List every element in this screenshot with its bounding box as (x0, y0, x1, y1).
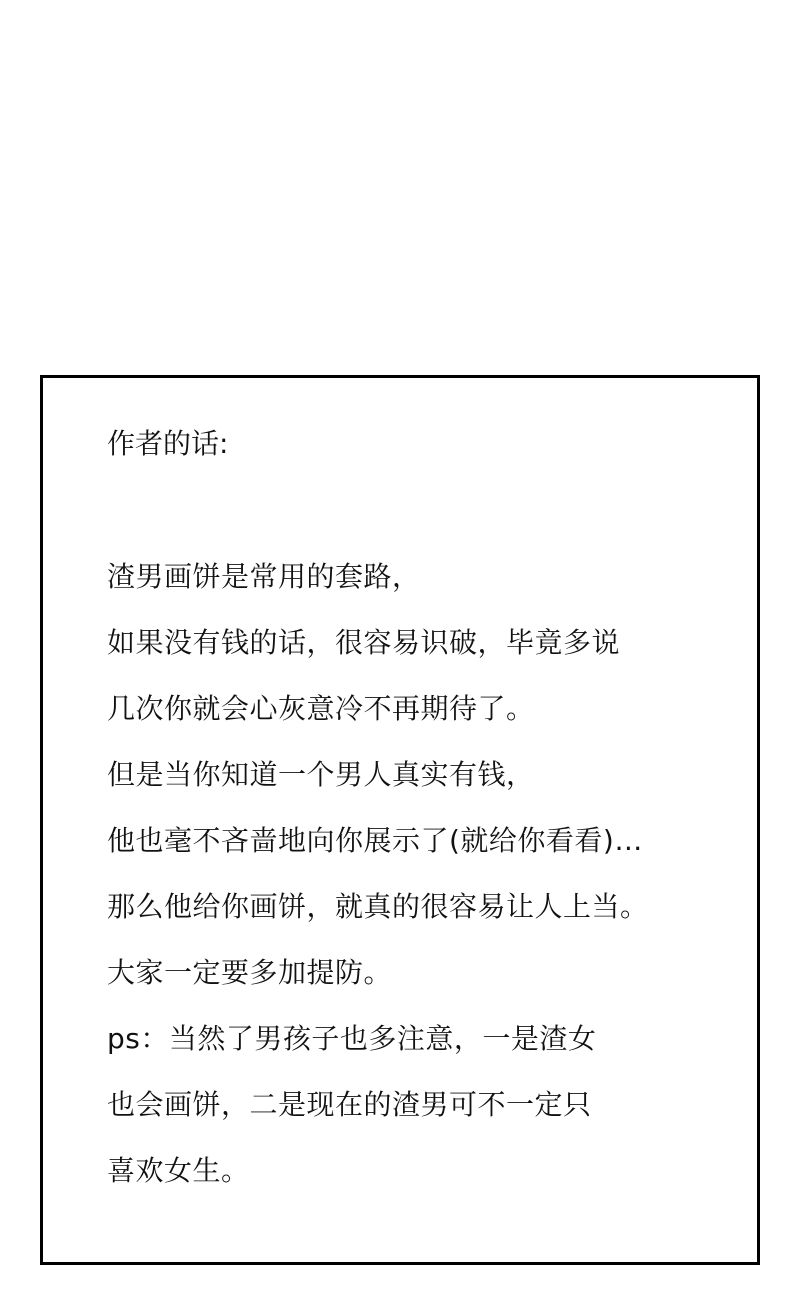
note-line: 那么他给你画饼，就真的很容易让人上当。 (107, 890, 649, 923)
author-note-heading: 作者的话: (107, 427, 229, 460)
note-line: 也会画饼，二是现在的渣男可不一定只 (107, 1088, 592, 1121)
note-line: 喜欢女生。 (107, 1154, 250, 1187)
note-line: 几次你就会心灰意冷不再期待了。 (107, 692, 535, 725)
note-line: 但是当你知道一个男人真实有钱， (107, 758, 535, 791)
author-note-box (40, 375, 760, 1265)
note-line: 他也毫不吝啬地向你展示了(就给你看看)… (107, 824, 643, 857)
note-line: 如果没有钱的话，很容易识破，毕竟多说 (107, 626, 621, 659)
note-line: 大家一定要多加提防。 (107, 956, 393, 989)
author-note-text (107, 557, 649, 1217)
note-line: ps：当然了男孩子也多注意，一是渣女 (107, 1022, 597, 1055)
note-line: 渣男画饼是常用的套路， (107, 560, 421, 593)
